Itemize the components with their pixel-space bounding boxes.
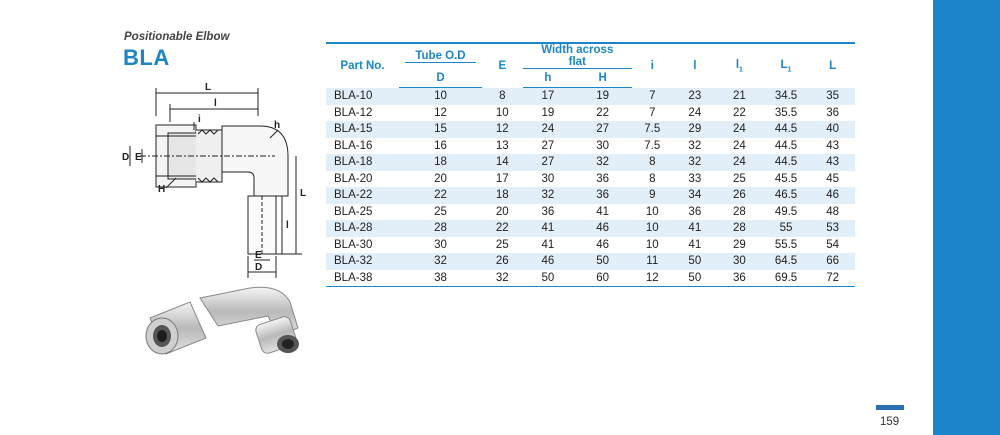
col-L1: $L_1$ [762,43,811,88]
table-cell: 41 [541,238,555,251]
dim-L1-label: L [300,188,307,199]
table-cell: 40 [810,121,855,138]
table-cell: 55 [762,220,811,237]
dim-h-label: h [274,120,281,131]
table-cell: 11 [632,253,673,270]
table-cell: 48 [826,205,840,218]
table-cell: 36 [573,187,632,204]
table-cell: 19 [573,88,632,105]
dim-D-bottom-label: D [255,262,263,273]
table-cell: 29 [733,238,746,251]
table-row [326,220,855,237]
col-l1: $l_1$ [717,43,762,88]
dim-D-label: D [122,152,130,163]
col-E: E [482,43,523,88]
table-cell: 35 [810,88,855,105]
table-cell: 7.5 [644,139,661,152]
table-cell: 24 [717,121,762,138]
dim-i-label: i [198,114,201,125]
table-cell: 55.5 [774,238,798,251]
table-row [326,88,855,105]
table-cell: 18 [482,187,523,204]
table-cell: 17 [495,172,509,185]
part-number-cell: BLA-10 [326,88,399,105]
blue-sidebar [933,0,1000,435]
part-number-cell: BLA-25 [334,205,373,218]
product-title: BLA [123,45,170,70]
table-row [326,154,855,171]
col-group-width-across-flat: Width across flat [523,43,632,69]
table-row [326,237,855,254]
page-number: 159 [880,416,900,428]
dim-E-bottom-label: E [255,250,262,261]
table-row [326,121,855,138]
table-cell: 44.5 [774,139,798,152]
dim-l-label: l [214,98,217,109]
table-cell: 9 [632,187,673,204]
table-cell: 50 [673,270,718,287]
dim-E-label: E [135,152,142,163]
table-cell: 27 [523,154,574,171]
dim-L-label: L [205,82,212,93]
table-cell: 22 [733,106,746,119]
table-cell: 24 [717,154,762,171]
table-cell: 41 [673,220,718,237]
col-i: i [632,43,673,88]
table-cell: 64.5 [762,253,811,270]
table-cell: 66 [810,253,855,270]
table-cell: 34.5 [762,88,811,105]
table-cell: 32 [482,270,523,287]
table-row [326,270,855,287]
table-cell: 46 [573,220,632,237]
table-cell: 27 [573,121,632,138]
table-cell: 22 [482,220,523,237]
col-D: D [399,69,482,88]
table-row [326,204,855,221]
table-cell: 32 [673,154,718,171]
table-cell: 20 [495,205,509,218]
table-cell: 46 [523,253,574,270]
table-cell: 10 [632,220,673,237]
spec-table-body [326,88,855,287]
table-cell: 19 [541,106,555,119]
technical-drawing [110,78,325,278]
table-cell: 34 [673,187,718,204]
table-cell: 46.5 [762,187,811,204]
table-cell: 36 [717,270,762,287]
table-cell: 24 [733,139,746,152]
table-cell: 50 [573,253,632,270]
table-cell: 21 [717,88,762,105]
table-cell: 22 [399,187,482,204]
table-cell: 10 [645,205,659,218]
table-cell: 23 [673,88,718,105]
table-cell: 26 [482,253,523,270]
table-cell: 32 [523,187,574,204]
table-cell: 24 [523,121,574,138]
table-cell: 18 [399,154,482,171]
table-cell: 72 [810,270,855,287]
table-cell: 28 [399,220,482,237]
dim-H-label: H [158,184,166,195]
table-cell: 41 [596,205,610,218]
table-row [326,105,855,122]
table-cell: 44.5 [762,121,811,138]
table-cell: 7.5 [632,121,673,138]
table-cell: 45.5 [774,172,798,185]
table-cell: 50 [523,270,574,287]
table-cell: 36 [596,172,610,185]
table-cell: 28 [733,205,746,218]
table-cell: 41 [688,238,702,251]
table-cell: 26 [717,187,762,204]
table-cell: 25 [434,205,447,218]
table-cell: 46 [810,187,855,204]
col-part-no: Part No. [326,43,399,88]
table-cell: 13 [495,139,509,152]
table-cell: 20 [434,172,447,185]
col-l: l [673,43,718,88]
dim-l1-label: l [286,220,289,231]
product-subtitle: Positionable Elbow [124,31,230,43]
table-cell: 17 [523,88,574,105]
table-row [326,138,855,155]
product-photo [140,278,310,368]
table-cell: 8 [482,88,523,105]
table-cell: 60 [573,270,632,287]
table-cell: 49.5 [774,205,798,218]
part-number-cell: BLA-38 [326,270,399,287]
table-cell: 29 [673,121,718,138]
table-row [326,171,855,188]
table-cell: 32 [688,139,702,152]
table-cell: 30 [717,253,762,270]
table-cell: 8 [632,154,673,171]
table-cell: 30 [541,172,555,185]
table-cell: 10 [495,106,509,119]
table-cell: 43 [810,154,855,171]
table-cell: 36 [826,106,840,119]
table-cell: 35.5 [774,106,798,119]
table-cell: 27 [541,139,555,152]
table-cell: 12 [632,270,673,287]
table-cell: 54 [826,238,840,251]
table-cell: 8 [649,172,656,185]
table-cell: 15 [399,121,482,138]
spec-table [326,42,855,287]
table-row [326,253,855,270]
part-number-cell: BLA-18 [326,154,399,171]
table-cell: 25 [495,238,509,251]
table-cell: 28 [717,220,762,237]
table-cell: 30 [596,139,610,152]
part-number-cell: BLA-30 [334,238,373,251]
table-cell: 36 [541,205,555,218]
table-cell: 32 [573,154,632,171]
table-cell: 7 [649,106,656,119]
table-cell: 25 [733,172,746,185]
table-cell: 44.5 [762,154,811,171]
col-h: h [523,69,574,88]
table-cell: 7 [632,88,673,105]
col-group-tube-od: Tube O.D [399,43,482,69]
part-number-cell: BLA-28 [326,220,399,237]
table-cell: 16 [434,139,447,152]
table-cell: 41 [523,220,574,237]
col-H: H [573,69,632,88]
part-number-cell: BLA-32 [326,253,399,270]
table-cell: 46 [596,238,610,251]
table-cell: 69.5 [762,270,811,287]
table-cell: 10 [399,88,482,105]
table-cell: 14 [482,154,523,171]
part-number-cell: BLA-15 [326,121,399,138]
table-cell: 12 [482,121,523,138]
table-cell: 10 [645,238,659,251]
table-header-row-top [326,43,855,69]
table-cell: 53 [810,220,855,237]
table-cell: 30 [434,238,447,251]
table-cell: 36 [688,205,702,218]
part-number-cell: BLA-16 [334,139,373,152]
table-cell: 32 [399,253,482,270]
table-cell: 12 [434,106,447,119]
col-L: L [810,43,855,88]
table-cell: 43 [826,139,840,152]
table-cell: 45 [826,172,840,185]
part-number-cell: BLA-22 [326,187,399,204]
table-cell: 50 [673,253,718,270]
part-number-cell: BLA-20 [334,172,373,185]
part-number-cell: BLA-12 [334,106,373,119]
page-number-bar [876,405,904,410]
table-cell: 33 [688,172,702,185]
table-cell: 38 [399,270,482,287]
table-cell: 24 [688,106,702,119]
table-cell: 22 [596,106,610,119]
table-row [326,187,855,204]
